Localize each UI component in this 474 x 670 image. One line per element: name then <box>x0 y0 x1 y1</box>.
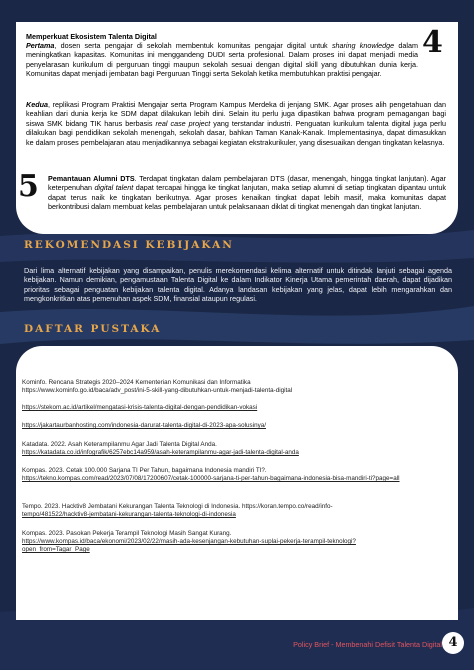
reference-line: Kominfo. Rencana Strategis 2020–2024 Kementerian Komunikasi dan Informatika <box>22 379 251 386</box>
footer-title: Policy Brief - Membenahi Defisit Talenta Digital <box>293 640 442 649</box>
reference-link[interactable]: https://www.kominfo.go.id/baca/adv_post/ini-5-skill-yang-dibutuhkan-untuk-menjadi-talenta-digital <box>22 387 293 395</box>
reference-link[interactable]: https://katadata.co.id/infografik/6257ebc14a959/asah-keterampilanmu-agar-jadi-talenta-digital-anda <box>22 449 299 457</box>
point-number-four: 4 <box>422 25 443 60</box>
text-pemantauan-a: . Terdapat tingkatan dalam pembelajaran DTS (dasar, menengah, hingga tingkat lanjutan). Agar keterpenuhan <box>48 174 446 193</box>
reference-line: Katadata. 2022. Asah Keterampilanmu Agar Jadi Talenta Digital Anda. <box>22 441 217 448</box>
page-number: 4 <box>442 632 464 654</box>
lead-kedua: Kedua <box>26 100 48 109</box>
rekomendasi-title: REKOMENDASI KEBIJAKAN <box>24 239 234 251</box>
reference-item <box>22 530 422 555</box>
reference-link[interactable]: https://jakartaurbanhosting.com/indonesia-darurat-talenta-digital-di-2023-apa-solusinya/ <box>22 422 266 429</box>
paragraph-pertama <box>26 41 418 79</box>
reference-item <box>22 467 422 483</box>
reference-link[interactable]: tempo/481522/hacktiv8-jembatani-kekurangan-talenta-teknologi-di-indonesia <box>22 511 236 519</box>
reference-line: Kompas. 2023. Pasokan Pekerja Terampil Teknologi Masih Sangat Kurang. <box>22 530 232 537</box>
lead-pemantauan: Pemantauan Alumni DTS <box>48 174 135 183</box>
lead-pertama: Pertama <box>26 41 55 50</box>
rekomendasi-text: Dari lima alternatif kebijakan yang disampaikan, penulis merekomendasi kelima alternatif untuk ditindak lanjuti sebagai agenda kebijakan. Namun demikian, pengamustaan Talenta Digital ke dalam Indikator Kinerja Utama pemerintah daerah, dapat dijadikan prioritas sebagai penguatan kebijakan talenta digital. Adanya landasan kebijakan yang jelas, dapat lebih mengarahkan dan mengkonkritkan atas pemenuhan aspek SDM, finansial ataupun regulasi. <box>24 266 452 304</box>
section-heading: Memperkuat Ekosistem Talenta Digital <box>26 32 157 41</box>
text-pemantauan-italic: digital talent <box>94 183 134 193</box>
reference-link[interactable]: https://stekom.ac.id/artikel/mengatasi-krisis-talenta-digital-dengan-pendidikan-vokasi <box>22 404 258 411</box>
text-pemantauan-b: dapat tercapai hingga ke tingkat lanjutan, maka setiap alumni di setiap tingkatan dipantau untuk dapat terus naik ke tingkatan berikutnya. Agar proses kenaikan tingkat dapat lebih masif, maka komunitas dapat berkontribusi dalam membuat kelas pembelajaran untuk pelaksanaan diklat di tingkat menengah dan tingkat lanjutan. <box>48 183 446 212</box>
reference-item <box>22 379 422 395</box>
reference-item <box>22 422 422 430</box>
text-kedua-italic: real case project <box>155 118 211 128</box>
reference-line: Tempo. 2023. Hacktiv8 Jembatani Kekurangan Talenta Teknologi di Indonesia. https://koran.tempo.co/read/info- <box>22 503 333 510</box>
reference-item <box>22 404 422 412</box>
paragraph-kedua <box>26 100 446 147</box>
reference-line: Kompas. 2023. Cetak 100.000 Sarjana TI Per Tahun, bagaimana Indonesia mandiri TI?. <box>22 467 267 474</box>
text-pertama-italic: sharing knowledge <box>331 41 395 50</box>
point-number-five: 5 <box>18 169 39 204</box>
text-pertama-b: dalam meningkatkan kapasitas. Komunitas ini menggandeng DUDI serta profesional. Dalam proses ini dapat menjadi media penyelarasan kurikulum di perguruan tinggi maupun sekolah sesuai dengan digital skill yang dibutuhkan dunia kerja. Komunitas dapat menjadi jembatan bagi Perguruan Tinggi serta Sekolah ketika membutuhkan praktisi pengajar. <box>26 41 419 79</box>
reference-item <box>22 503 422 519</box>
reference-link[interactable]: https://tekno.kompas.com/read/2023/07/08/17200607/cetak-100000-sarjana-ti-per-tahun-bagaimana-indonesia-bisa-mandiri-ti?page=all <box>22 475 400 483</box>
text-kedua-b: yang terstandar industri. Penguatan kurikulum talenta digital juga perlu dilakukan bagi pendidikan sekolah menengah, sekolah dasar, bahkan Taman Kanak-Kanak. Implementasinya, dapat dimasukkan ke dalam proses pembelajaran atau menjadikannya sebagai kegiatan ekstrakurikuler, yang disesuaikan dengan tingkatan kelasnya. <box>26 118 447 147</box>
text-pertama-a: , dosen serta pengajar di sekolah membentuk komunitas pengajar digital untuk <box>54 41 332 50</box>
reference-item <box>22 441 422 457</box>
paragraph-pemantauan <box>48 174 446 212</box>
pustaka-title: DAFTAR PUSTAKA <box>24 323 162 335</box>
reference-link[interactable]: https://www.kompas.id/baca/ekonomi/2023/02/22/masih-ada-kesenjangan-kebutuhan-suplai-pekerja-terampil-teknologi?open_from=Tagar_Page <box>22 538 356 554</box>
text-kedua-a: , replikasi Program Praktisi Mengajar serta Program Kampus Merdeka di jenjang SMK. Agar proses alih pengetahuan dan keahlian dari dunia kerja ke SDM dapat dilakukan lebih dini. Selain itu perlu juga dipastikan bahwa program pemagangan bagi siswa SMK bidang TIK harus berbasis <box>26 100 446 128</box>
